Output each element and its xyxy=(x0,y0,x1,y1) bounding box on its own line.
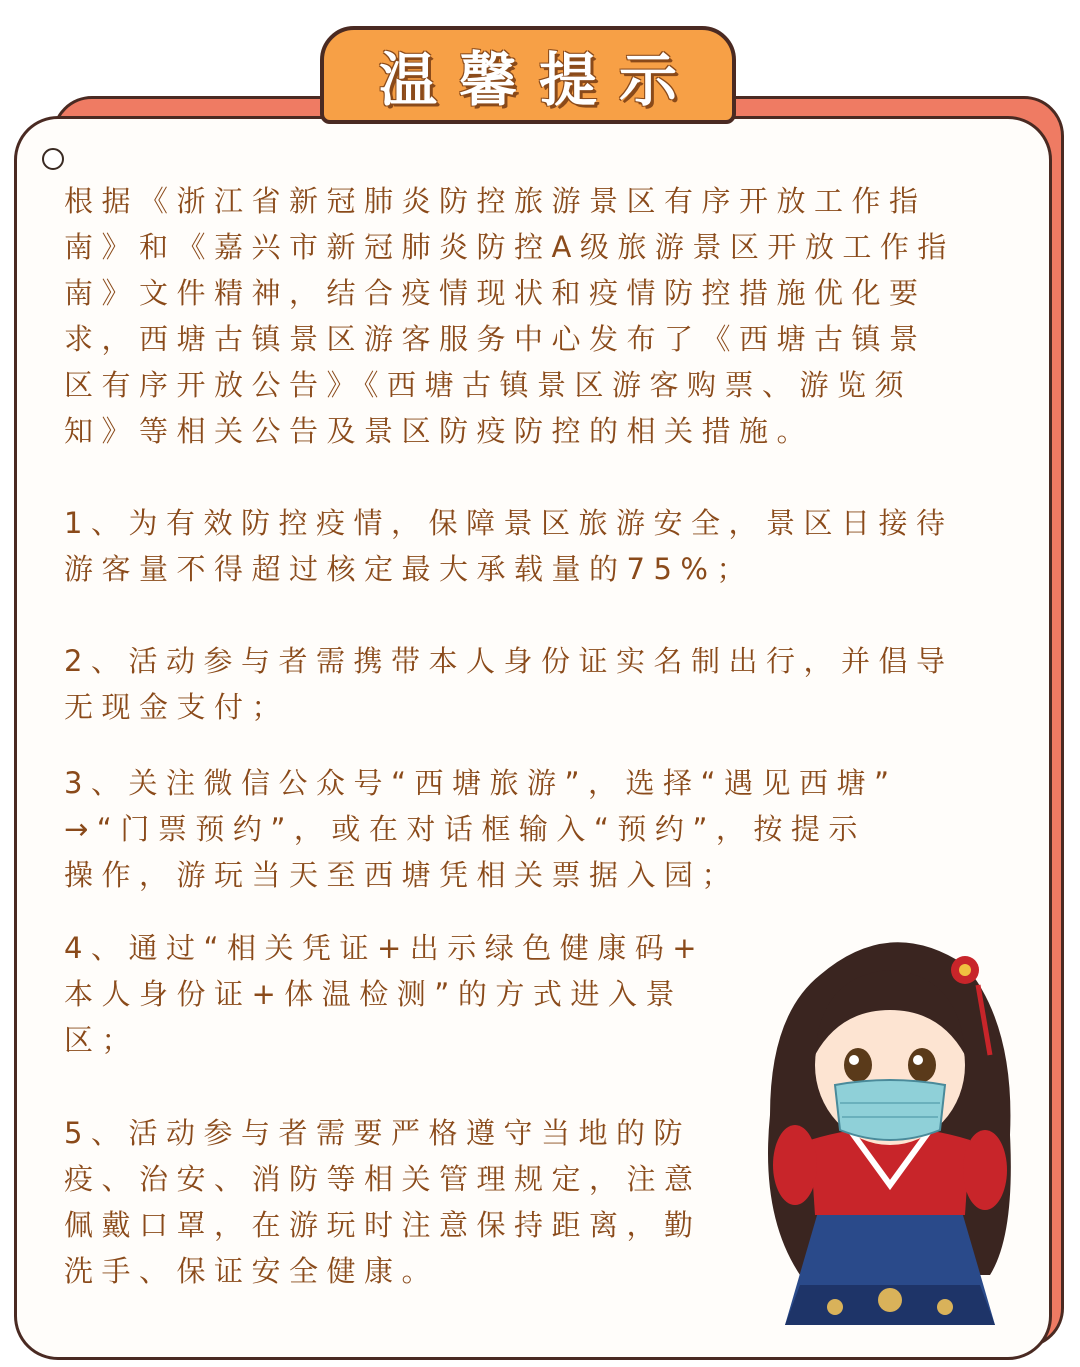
page-title: 温馨提示 xyxy=(378,46,699,114)
intro-line: 南》文件精神，结合疫情现状和疫情防控措施优化要 xyxy=(64,276,927,310)
intro-line: 知》等相关公告及景区防疫防控的相关措施。 xyxy=(64,414,815,448)
intro-line: 区有序开放公告》《西塘古镇景区游客购票、游览须 xyxy=(64,368,913,402)
item-line: 佩戴口罩，在游玩时注意保持距离，勤 xyxy=(64,1208,702,1242)
item-line: 5、活动参与者需要严格遵守当地的防 xyxy=(64,1116,691,1150)
intro-line: 求，西塘古镇景区游客服务中心发布了《西塘古镇景 xyxy=(64,322,927,356)
item-line: 疫、治安、消防等相关管理规定，注意 xyxy=(64,1162,702,1196)
item-line: 2、活动参与者需携带本人身份证实名制出行，并倡导 xyxy=(64,644,954,678)
item-line: →“门票预约”，或在对话框输入“预约”，按提示 xyxy=(64,812,866,846)
intro-line: 根据《浙江省新冠肺炎防控旅游景区有序开放工作指 xyxy=(64,184,927,218)
item-line: 区； xyxy=(64,1023,140,1057)
masked-girl-illustration xyxy=(740,915,1040,1335)
item-line: 洗手、保证安全健康。 xyxy=(64,1254,440,1288)
notice-item-4 xyxy=(64,925,705,1063)
notice-item-1 xyxy=(64,500,953,592)
item-line: 4、通过“相关凭证+出示绿色健康码+ xyxy=(64,931,706,965)
binder-hole-icon xyxy=(42,148,64,170)
item-line: 3、关注微信公众号“西塘旅游”，选择“遇见西塘” xyxy=(64,766,898,800)
title-tab xyxy=(320,26,736,124)
notice-item-2 xyxy=(64,638,953,730)
item-line: 本人身份证+体温检测”的方式进入景 xyxy=(64,977,683,1011)
item-line: 游客量不得超过核定最大承载量的75%； xyxy=(64,552,754,586)
item-line: 无现金支付； xyxy=(64,690,290,724)
notice-item-3 xyxy=(64,760,898,898)
item-line: 操作，游玩当天至西塘凭相关票据入园； xyxy=(64,858,740,892)
intro-paragraph xyxy=(64,178,955,454)
notice-item-5 xyxy=(64,1110,702,1294)
item-line: 1、为有效防控疫情，保障景区旅游安全，景区日接待 xyxy=(64,506,954,540)
intro-line: 南》和《嘉兴市新冠肺炎防控A级旅游景区开放工作指 xyxy=(64,230,955,264)
